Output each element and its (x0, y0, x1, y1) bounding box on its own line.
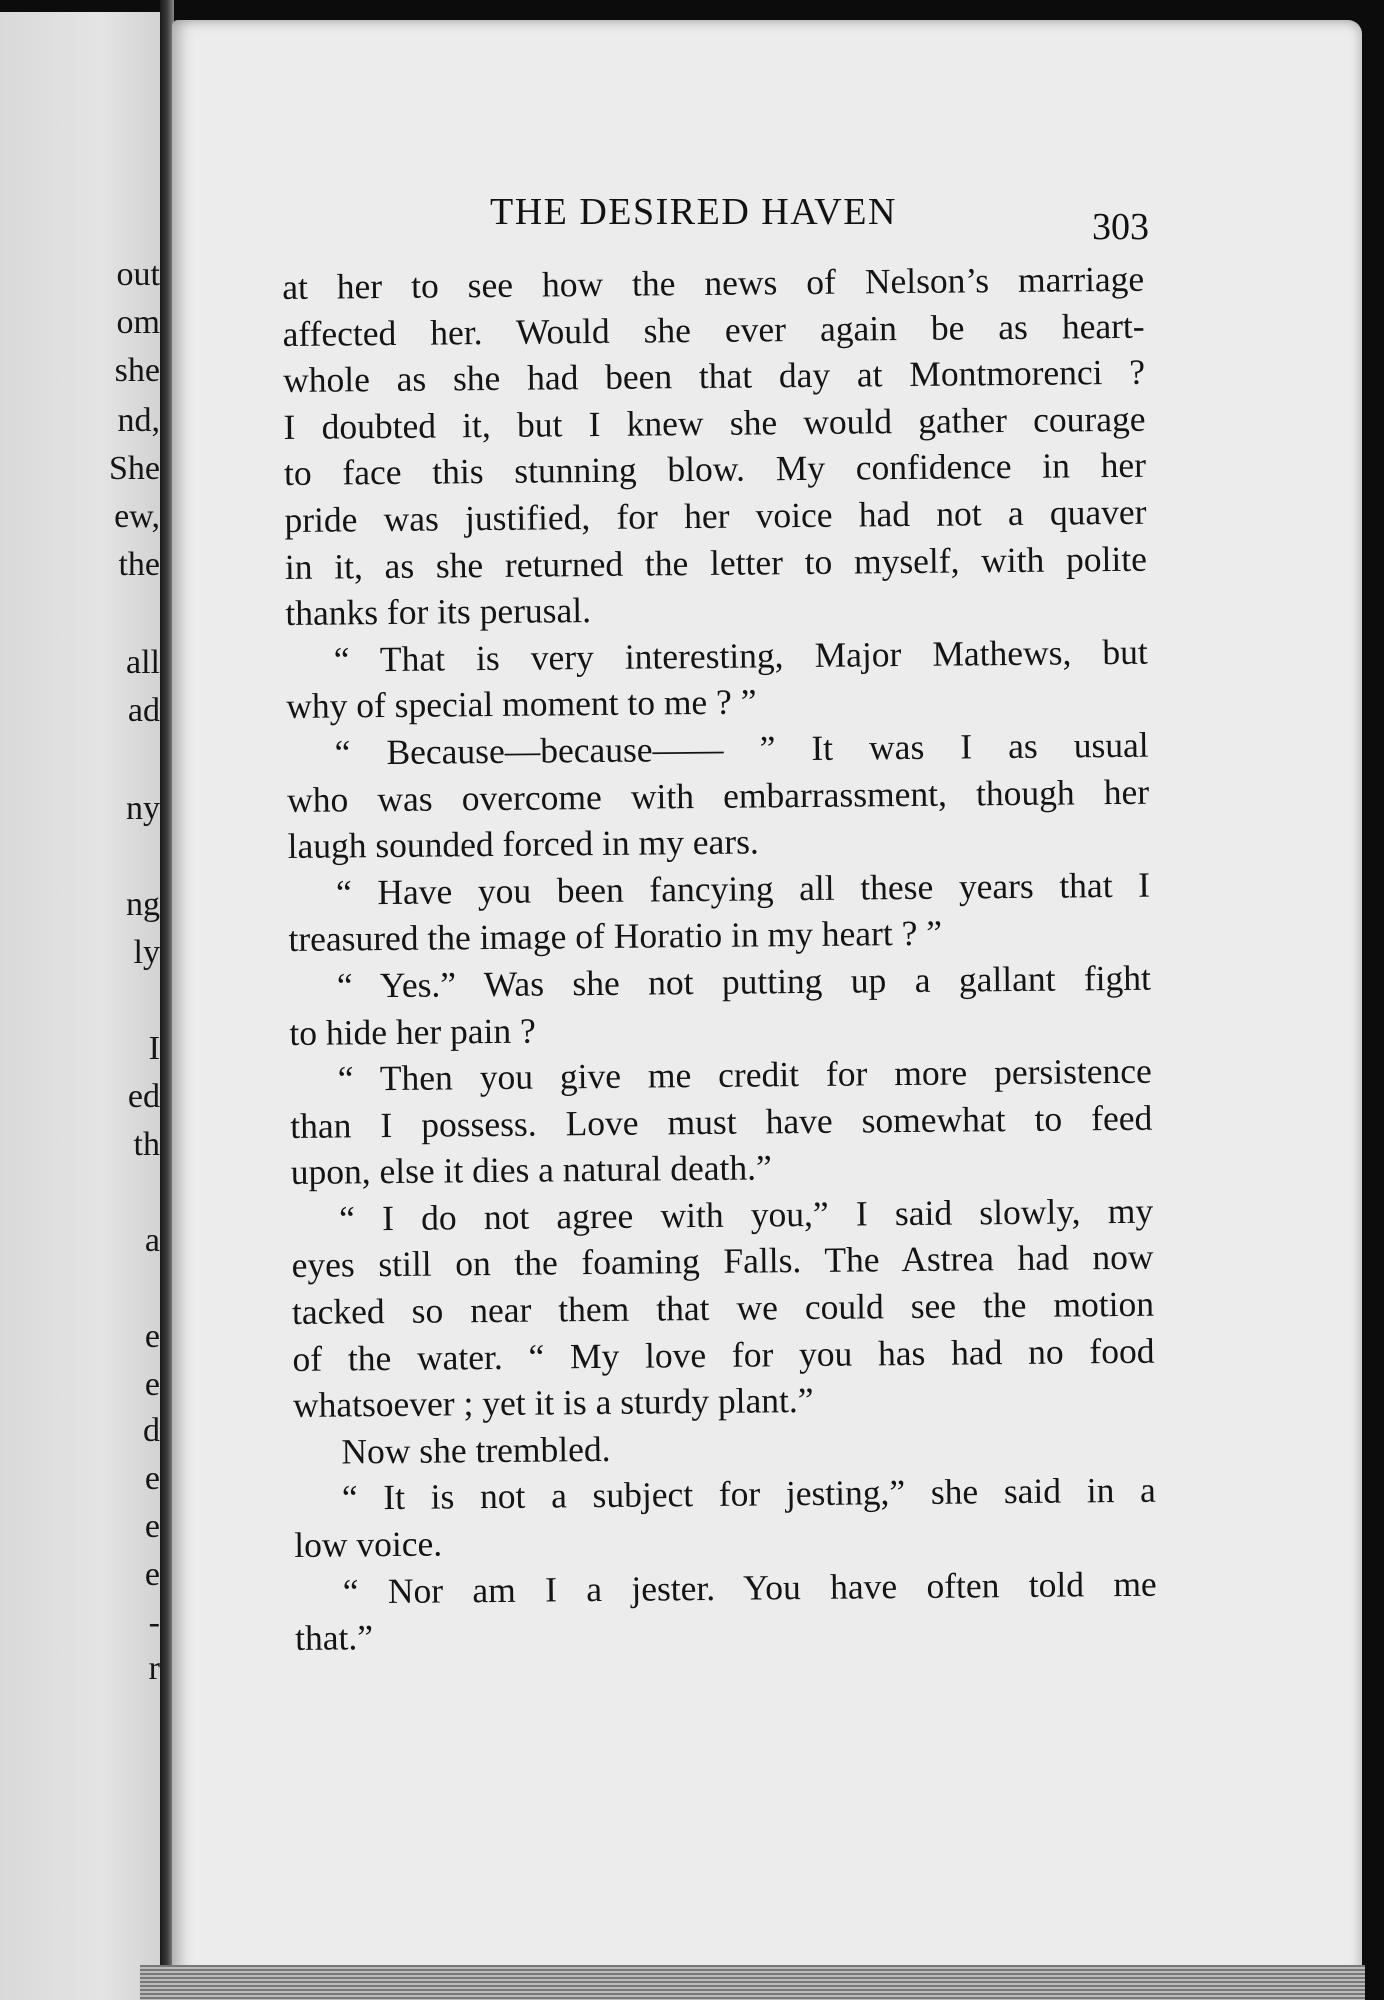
left-fragment: ly (133, 934, 160, 971)
page-edge (140, 1965, 1365, 2000)
left-fragment: out (116, 256, 160, 293)
text-line: “ It is not a subject for jesting,” she said in a (341, 1470, 1157, 1518)
text-line: low voice. (294, 1523, 443, 1565)
running-head: THE DESIRED HAVEN (490, 191, 897, 233)
left-fragment: ew, (114, 498, 160, 535)
left-fragment: e (144, 1366, 160, 1403)
left-fragment: e (144, 1556, 160, 1593)
text-line: “ Have you been fancying all these years that I (335, 864, 1151, 913)
left-fragment: d (143, 1412, 160, 1449)
text-line: eyes still on the foaming Falls. The Astrea had now (291, 1237, 1154, 1286)
text-line: whole as she had been that day at Montmorenci ? (282, 351, 1146, 401)
text-line: in it, as she returned the letter to myself, with polite (284, 538, 1148, 587)
text-line: “ Nor am I a jester. You have often told me (342, 1563, 1157, 1612)
text-line: that.” (294, 1617, 374, 1659)
body-text (282, 256, 1157, 1662)
left-fragment: the (118, 546, 160, 583)
text-line: “ Then you give me credit for more persistence (337, 1050, 1152, 1099)
left-page (0, 12, 168, 2000)
left-fragment: e (144, 1508, 160, 1545)
left-fragment: ng (126, 886, 160, 923)
text-line: whatsoever ; yet it is a sturdy plant.” (292, 1380, 814, 1426)
left-fragment: om (116, 304, 160, 341)
left-fragment: She (109, 450, 160, 487)
page-number: 303 (1092, 206, 1149, 248)
text-line: why of special moment to me ? ” (286, 681, 757, 727)
left-fragment: ed (127, 1078, 160, 1115)
left-fragment: - (148, 1604, 160, 1641)
text-line: who was overcome with embarrassment, though her (286, 771, 1150, 820)
left-fragment: I (148, 1030, 160, 1067)
text-line: “ Because—because—— ” It was I as usual (334, 724, 1149, 773)
text-line: upon, else it dies a natural death.” (290, 1147, 772, 1193)
left-fragment: nd, (117, 402, 160, 439)
text-line: thanks for its perusal. (285, 590, 592, 634)
text-line: “ Yes.” Was she not putting up a gallant fight (336, 957, 1152, 1006)
text-line: of the water. “ My love for you has had no food (292, 1330, 1155, 1379)
left-fragment: a (144, 1222, 160, 1259)
text-line: tacked so near them that we could see the motion (291, 1283, 1155, 1333)
text-line: laugh sounded forced in my ears. (287, 821, 759, 867)
text-line: I doubted it, but I knew she would gather courage (283, 398, 1146, 447)
text-line: “ I do not agree with you,” I said slowly, my (338, 1190, 1154, 1239)
left-fragment: ad (127, 692, 160, 729)
text-line: than I possess. Love must have somewhat to feed (290, 1097, 1153, 1146)
text-line: at her to see how the news of Nelson’s marriage (282, 258, 1145, 307)
text-line: “ That is very interesting, Major Mathews, but (333, 631, 1148, 680)
left-fragment: she (114, 352, 160, 389)
left-fragment: th (133, 1126, 160, 1163)
text-line: Now she trembled. (341, 1428, 611, 1472)
left-fragment: e (144, 1460, 160, 1497)
left-fragment: ny (126, 790, 160, 827)
text-line: affected her. Would she ever again be as heart- (282, 305, 1145, 354)
text-line: treasured the image of Horatio in my heart ? ” (288, 913, 943, 960)
left-fragment: r (148, 1650, 160, 1687)
left-fragment: all (126, 644, 160, 681)
text-line: to hide her pain ? (289, 1010, 536, 1053)
text-line: to face this stunning blow. My confidence in her (283, 445, 1147, 494)
text-line: pride was justified, for her voice had not a quaver (284, 491, 1147, 540)
left-fragment: e (144, 1318, 160, 1355)
